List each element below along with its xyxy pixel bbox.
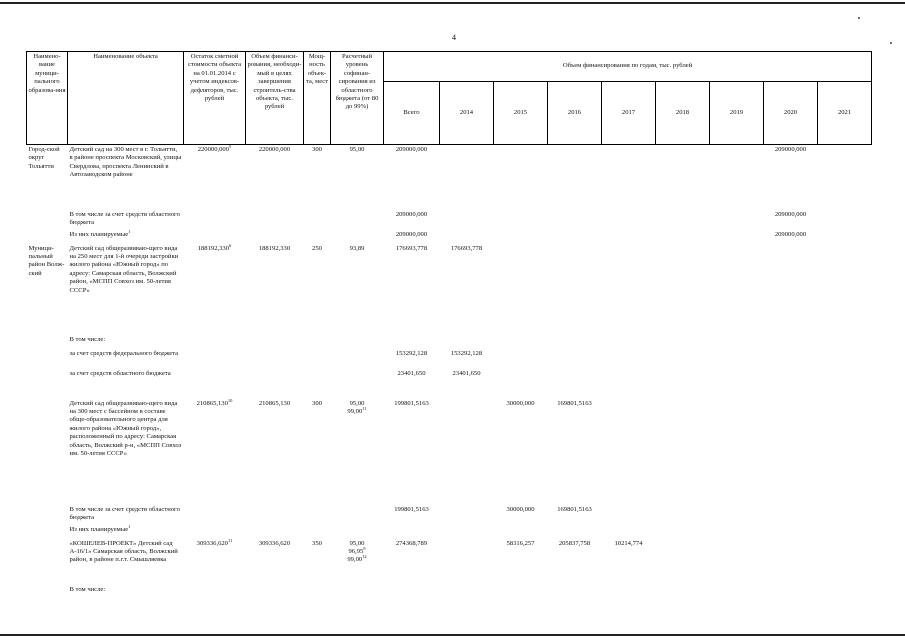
cell-year-Всего-text: 153292,128 [395,349,428,357]
cell-municipality [27,369,68,399]
cell-capacity [304,525,331,539]
cell-year-2020 [764,335,818,349]
cell-year-2015 [494,369,548,399]
cell-year-2021 [818,369,872,399]
cell-year-Всего-text: 199801,5163 [394,505,429,513]
cell-capacity [304,244,331,335]
cell-year-2015 [494,244,548,335]
cell-remaining-cost [184,369,246,399]
cell-year-2020 [764,244,818,335]
cell-year-2016 [548,539,602,585]
cell-required-volume-text: 220000,000 [258,146,291,153]
cell-year-2020 [764,349,818,369]
cell-year-Всего [384,505,440,525]
cell-object-name-text: «КОШЕЛЕВ-ПРОЕКТ» Детский сад А-16/1» Самарская область, Волжский район, в районе п.г.т. Смышляевка [69,539,178,564]
financing-table [26,51,872,599]
cell-year-2019 [710,349,764,369]
cell-object-name [68,210,184,230]
cell-year-Всего [384,145,440,210]
cell-year-2015 [494,349,548,369]
cell-municipality [27,349,68,369]
cell-year-2021 [818,210,872,230]
cell-year-2019 [710,539,764,585]
cell-year-2017 [602,230,656,244]
cell-year-2014 [440,585,494,599]
cell-year-2017 [602,369,656,399]
cell-municipality [27,399,68,505]
cell-year-Всего-text: 23401,650 [397,369,426,377]
cell-capacity [304,230,331,244]
cell-remaining-cost-text: 188192,330 [197,244,230,252]
cell-year-2020 [764,230,818,244]
cell-year-2018 [656,585,710,599]
cell-capacity-text: 300 [312,399,322,407]
header-year-2014: 2014 [440,82,494,145]
header-year-2015: 2015 [494,82,548,145]
cell-remaining-cost [184,539,246,585]
cell-year-2016 [548,585,602,599]
bottom-border-line [0,634,905,636]
cell-object-name-text: В том числе: [69,585,106,593]
cell-year-2019 [710,369,764,399]
cell-municipality [27,230,68,244]
cell-capacity [304,585,331,599]
cell-year-2017 [602,539,656,585]
cell-year-Всего [384,525,440,539]
cell-object-name [68,399,184,505]
cell-year-2014 [440,349,494,369]
header-year-2019: 2019 [710,82,764,145]
cell-cofinancing-level [331,230,384,244]
cell-year-2014 [440,145,494,210]
cell-municipality [27,145,68,210]
cell-year-2020-text: 209000,000 [774,146,807,153]
cell-year-2018 [656,525,710,539]
cell-required-volume [246,349,304,369]
cell-year-2016 [548,505,602,525]
cell-year-2017 [602,210,656,230]
level-value-text: 99,00 [347,407,363,415]
cell-required-volume [246,585,304,599]
cell-year-Всего-text: 209000,000 [395,146,428,153]
cell-object-name [68,244,184,335]
cell-year-2015-text: 30000,000 [506,505,535,513]
cell-capacity [304,145,331,210]
cell-year-2016 [548,335,602,349]
cell-year-2018 [656,210,710,230]
level-value [333,540,382,548]
scan-speck [858,17,860,19]
cell-capacity-text: 300 [312,146,322,153]
table-row [27,335,872,349]
cell-year-2020 [764,145,818,210]
cell-year-2018 [656,505,710,525]
cell-municipality [27,244,68,335]
header-cofinancing-level: Расчетный уровень софинан-сирования из областного бюджета (от 80 до 99%) [331,52,384,145]
cell-capacity [304,399,331,505]
table-row [27,505,872,525]
header-year-2020: 2020 [764,82,818,145]
cell-object-name-text: В том числе: [69,335,106,343]
cell-year-2016 [548,210,602,230]
cell-year-2021 [818,505,872,525]
cell-year-2018 [656,539,710,585]
cell-year-Всего-text: 199801,5163 [394,399,429,407]
cell-year-2020-text: 209000,000 [774,210,807,218]
cell-year-2020 [764,399,818,505]
cell-year-Всего-text: 176693,778 [395,244,428,252]
cell-year-2014 [440,335,494,349]
level-value-text: 96,95 [348,547,364,555]
header-year-total: Всего [384,82,440,145]
cell-year-Всего-text: 209000,000 [395,210,428,218]
cell-year-2018 [656,244,710,335]
table-row [27,585,872,599]
cell-required-volume-text: 210865,130 [258,399,291,407]
cell-municipality [27,505,68,525]
cell-required-volume [246,505,304,525]
cell-municipality [27,210,68,230]
cell-year-2021 [818,585,872,599]
cell-year-2021 [818,145,872,210]
level-value [333,245,382,253]
footnote-ref: 6 [229,243,232,248]
table-row [27,210,872,230]
top-border-line [0,2,905,4]
cell-required-volume-text: 188192,330 [258,244,291,252]
cell-required-volume [246,335,304,349]
cell-year-2017-text: 10214,774 [614,539,643,547]
table-row [27,145,872,210]
cell-object-name [68,525,184,539]
cell-capacity [304,349,331,369]
footnote-ref: 5 [229,144,232,149]
cell-year-Всего [384,539,440,585]
cell-capacity [304,335,331,349]
cell-cofinancing-level [331,335,384,349]
header-year-2021: 2021 [818,82,872,145]
cell-capacity [304,369,331,399]
cell-cofinancing-level [331,525,384,539]
cell-cofinancing-level [331,210,384,230]
cell-cofinancing-level [331,369,384,399]
level-value [333,400,382,408]
cell-remaining-cost [184,399,246,505]
cell-remaining-cost [184,505,246,525]
cell-object-name-text: Из них планируемые [69,230,129,238]
cell-object-name-text: В том числе за счет средств областного бюджета [69,505,180,521]
cell-year-2017 [602,145,656,210]
cell-remaining-cost [184,335,246,349]
cell-year-2016 [548,369,602,399]
cell-year-2017 [602,525,656,539]
cell-remaining-cost [184,230,246,244]
level-value-text: 93,89 [349,244,365,252]
cell-year-2021 [818,230,872,244]
cell-year-2016-text: 169801,5163 [557,505,592,513]
table-row [27,399,872,505]
page-number: 4 [452,33,456,42]
footnote-ref: 10 [227,398,233,403]
cell-year-2016 [548,244,602,335]
cell-year-2019 [710,335,764,349]
cell-year-2015 [494,539,548,585]
cell-year-2015 [494,230,548,244]
cell-object-name-text: за счет средств областного бюджета [69,369,171,377]
cell-year-2019 [710,505,764,525]
cell-year-2016-text: 205837,758 [558,539,591,547]
cell-year-2014 [440,399,494,505]
cell-required-volume [246,230,304,244]
cell-object-name-text: Из них планируемые [69,525,129,533]
cell-capacity [304,210,331,230]
table-row [27,525,872,539]
cell-year-2015-text: 58316,257 [506,539,535,547]
header-remaining-cost: Остаток сметной стоимости объекта на 01.01.2014 с учетом индексов-дефляторов, тыс. рублей [184,52,246,145]
cell-object-name [68,585,184,599]
cell-cofinancing-level [331,539,384,585]
cell-required-volume [246,525,304,539]
level-value [333,556,382,564]
cell-year-2019 [710,230,764,244]
header-capacity: Мощ-ность объек-та, мест [304,52,331,145]
cell-remaining-cost-text: 220000,000 [197,146,230,153]
cell-year-2021 [818,399,872,505]
cell-year-Всего [384,369,440,399]
cell-year-2014 [440,525,494,539]
cell-object-name [68,335,184,349]
cell-year-2020 [764,539,818,585]
cell-year-2014 [440,230,494,244]
cell-cofinancing-level [331,244,384,335]
cell-year-2015 [494,585,548,599]
cell-year-2019 [710,399,764,505]
cell-year-2018 [656,145,710,210]
cell-object-name [68,349,184,369]
cell-municipality-text: Город-ской округ Тольятти [28,146,60,170]
cell-year-2015 [494,505,548,525]
cell-year-Всего [384,230,440,244]
cell-year-Всего-text: 209000,000 [395,230,428,238]
cell-year-2015 [494,399,548,505]
cell-capacity-text: 350 [312,539,322,547]
cell-year-2014 [440,369,494,399]
cell-year-2015-text: 30000,000 [506,399,535,407]
cell-year-2016-text: 169801,5163 [557,399,592,407]
cell-object-name [68,505,184,525]
cell-year-2016 [548,525,602,539]
cell-municipality [27,539,68,585]
cell-year-2018 [656,230,710,244]
header-object: Наименование объекта [68,52,184,145]
level-value [333,405,382,416]
cell-year-Всего [384,335,440,349]
cell-year-2021 [818,349,872,369]
cell-year-2021 [818,335,872,349]
cell-remaining-cost [184,349,246,369]
cell-remaining-cost [184,244,246,335]
cell-cofinancing-level [331,399,384,505]
cell-object-name-text: за счет средств федерального бюджета [69,349,179,357]
footnote-ref: 12 [362,554,367,560]
level-value-text: 95,00 [349,146,365,153]
cell-year-2017 [602,585,656,599]
cell-remaining-cost [184,145,246,210]
cell-object-name-text: Детский сад на 300 мест в г. Тольятти, в районе проспекта Московский, улицы Свердлова, проспекта Ленинский в Автозаводском районе [69,146,182,179]
cell-object-name [68,145,184,210]
cell-year-Всего [384,585,440,599]
cell-year-2014 [440,539,494,585]
cell-municipality-text: Муници-пальный район Волж-ский [28,244,65,277]
cell-year-2014 [440,244,494,335]
cell-year-2017 [602,399,656,505]
header-financing-by-year: Объем финансирования по годам, тыс. рублей [384,52,872,82]
level-value-text: 95,00 [349,539,365,547]
cell-year-2017 [602,349,656,369]
footnote-ref: 11 [227,538,233,543]
cell-object-name [68,230,184,244]
footnote-ref: 9 [363,545,366,551]
cell-required-volume [246,210,304,230]
cell-year-2014-text: 176693,778 [450,244,483,252]
cell-required-volume [246,145,304,210]
level-value [333,146,382,154]
cell-required-volume [246,369,304,399]
cell-object-name [68,369,184,399]
cell-year-Всего [384,349,440,369]
scan-speck [890,42,892,44]
cell-year-2017 [602,244,656,335]
cell-year-Всего [384,244,440,335]
table-row [27,349,872,369]
cell-municipality [27,585,68,599]
cell-cofinancing-level [331,349,384,369]
cell-municipality [27,335,68,349]
cell-object-name [68,539,184,585]
cell-year-2015 [494,525,548,539]
cell-object-name-text: Детский сад общеразвиваю-щего вида на 250 мест для 1-й очереди застройки жилого района «Южный город» по адресу: Самарская область, Волжский район, «МСПП Совхоз им. 50-летия СССР» [69,244,179,294]
cell-year-Всего-text: 274368,789 [395,539,428,547]
header-year-2018: 2018 [656,82,710,145]
cell-remaining-cost [184,585,246,599]
cell-year-2019 [710,244,764,335]
level-value-text: 99,00 [347,556,363,564]
footnote-ref: 1 [128,524,131,529]
cell-remaining-cost-text: 309336,620 [196,539,228,547]
cell-remaining-cost-text: 210865,130 [196,399,228,407]
cell-year-2018 [656,399,710,505]
cell-year-2016 [548,145,602,210]
cell-year-2015 [494,145,548,210]
cell-year-2020 [764,210,818,230]
cell-year-2017 [602,335,656,349]
cell-year-Всего [384,210,440,230]
cell-remaining-cost [184,525,246,539]
cell-year-2020 [764,525,818,539]
cell-year-2019 [710,210,764,230]
level-value-text: 95,00 [349,399,365,407]
footnote-ref: 1 [128,229,131,234]
cell-year-Всего [384,399,440,505]
cell-year-2018 [656,369,710,399]
cell-year-2014 [440,210,494,230]
cell-municipality [27,525,68,539]
cell-year-2021 [818,244,872,335]
cell-year-2019 [710,585,764,599]
cell-required-volume-text: 309336,620 [258,539,291,547]
cell-year-2020 [764,369,818,399]
cell-capacity [304,539,331,585]
cell-year-2018 [656,335,710,349]
header-year-2017: 2017 [602,82,656,145]
header-required-volume: Объем финанси-рования, необходи-мый в целях завершения строитель-ства объекта, тыс. рублей [246,52,304,145]
cell-cofinancing-level [331,505,384,525]
cell-year-2019 [710,525,764,539]
cell-year-2016 [548,230,602,244]
cell-year-2019 [710,145,764,210]
cell-capacity [304,505,331,525]
cell-cofinancing-level [331,145,384,210]
table-row [27,244,872,335]
cell-year-2016 [548,399,602,505]
cell-year-2021 [818,539,872,585]
cell-year-2016 [548,349,602,369]
cell-year-2018 [656,349,710,369]
cell-year-2015 [494,335,548,349]
table-row [27,369,872,399]
footnote-ref: 11 [362,405,367,411]
header-municipality: Наимено-вание муници-пального образова-ния [27,52,68,145]
cell-year-2020 [764,505,818,525]
cell-year-2017 [602,505,656,525]
header-year-2016: 2016 [548,82,602,145]
table-row [27,539,872,585]
cell-year-2014 [440,505,494,525]
cell-year-2014-text: 153292,128 [450,349,483,357]
cell-year-2014-text: 23401,650 [452,369,481,377]
cell-required-volume [246,539,304,585]
cell-capacity-text: 250 [312,244,322,252]
cell-year-2015 [494,210,548,230]
cell-required-volume [246,399,304,505]
cell-year-2020-text: 209000,000 [774,230,807,238]
cell-object-name-text: Детский сад общеразвиваю-щего вида на 300 мест с бассейном в составе обще-образовательного центра для жилого района «Южный город», расположенный по адресу: Самарская область, Волжский р-н, «МСПП Совхоз им. 50-летия СССР» [69,399,182,457]
cell-cofinancing-level [331,585,384,599]
cell-required-volume [246,244,304,335]
cell-object-name-text: В том числе за счет средств областного бюджета [69,210,180,226]
cell-year-2021 [818,525,872,539]
cell-year-2020 [764,585,818,599]
cell-remaining-cost [184,210,246,230]
table-row [27,230,872,244]
